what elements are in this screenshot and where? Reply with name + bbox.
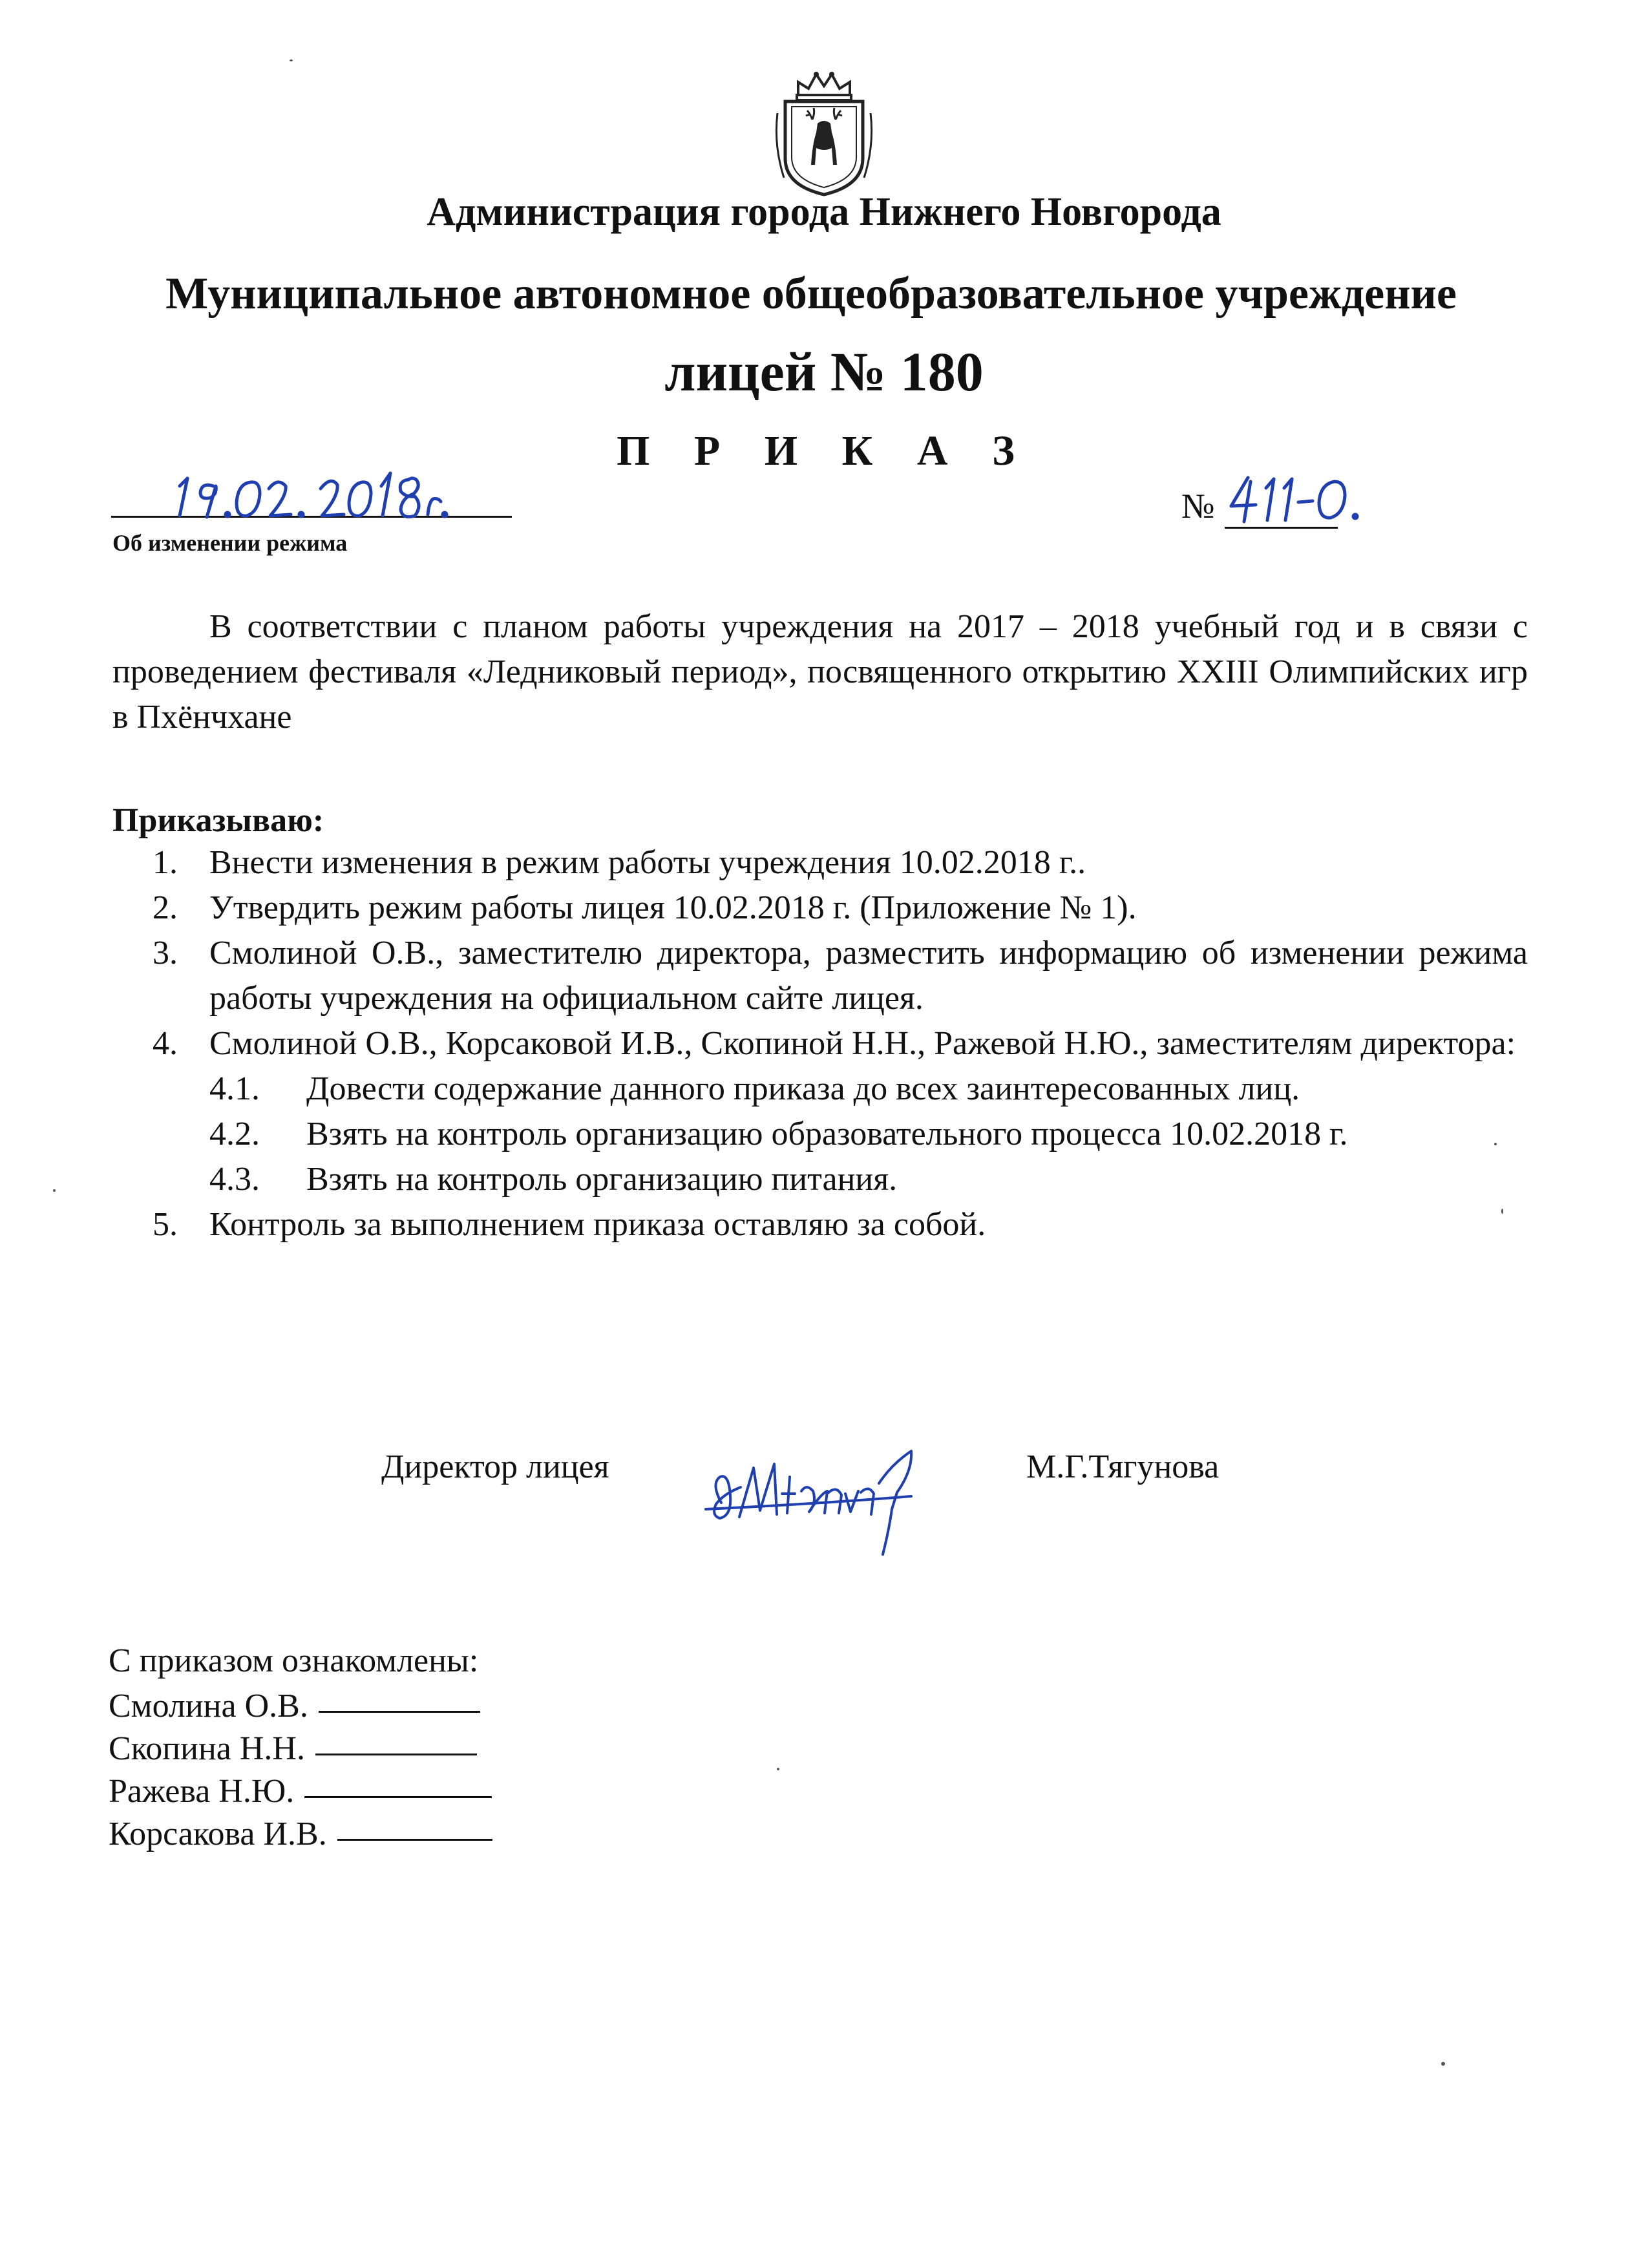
document-type-title: П Р И К А З — [617, 427, 1031, 474]
item-text: Утвердить режим работы лицея 10.02.2018 г. (Приложение № 1). — [209, 889, 1137, 926]
list-item — [112, 885, 1528, 931]
scan-speck — [53, 1189, 56, 1192]
orders-list — [112, 840, 1528, 1247]
director-signature — [698, 1432, 969, 1567]
handwritten-number — [1218, 462, 1380, 527]
list-item — [112, 840, 1528, 885]
sub-list-item — [112, 1112, 1528, 1157]
signature-line — [315, 1754, 477, 1755]
sub-item-text: Взять на контроль организацию питания. — [306, 1161, 898, 1198]
sub-item-text: Взять на контроль организацию образовательного процесса 10.02.2018 г. — [306, 1116, 1348, 1152]
item-text: Смолиной О.В., заместителю директора, разместить информацию об изменении режима работы учреждения на официальном сайте лицея. — [209, 935, 1528, 1017]
sub-item-number: 4.1. — [209, 1070, 260, 1107]
acknowledger-name: Корсакова И.В. — [109, 1816, 327, 1852]
list-item — [112, 931, 1528, 1021]
administration-title: Администрация города Нижнего Новгорода — [427, 190, 1221, 234]
scan-speck — [1441, 2062, 1445, 2066]
item-number: 2. — [153, 889, 178, 926]
number-sign: № — [1181, 487, 1215, 525]
acknowledgement-heading: С приказом ознакомлены: — [109, 1642, 479, 1679]
scan-speck — [1501, 1209, 1503, 1214]
orders-heading: Приказываю: — [112, 802, 324, 839]
item-number: 1. — [153, 844, 178, 881]
acknowledger-name: Ражева Н.Ю. — [109, 1773, 295, 1810]
list-item — [112, 1021, 1528, 1066]
list-item — [109, 1728, 492, 1770]
organization-title: Муниципальное автономное общеобразовательное учреждение — [165, 269, 1457, 319]
item-text: Контроль за выполнением приказа оставляю за собой. — [209, 1206, 986, 1243]
acknowledger-name: Смолина О.В. — [109, 1688, 308, 1724]
list-item — [109, 1813, 492, 1856]
sub-item-number: 4.3. — [209, 1161, 260, 1198]
scan-speck — [290, 59, 293, 61]
director-title: Директор лицея — [381, 1448, 609, 1485]
sub-item-text: Довести содержание данного приказа до всех заинтересованных лиц. — [306, 1070, 1300, 1107]
list-item — [109, 1685, 492, 1728]
sub-item-number: 4.2. — [209, 1116, 260, 1152]
item-number: 3. — [153, 935, 178, 971]
list-item — [109, 1770, 492, 1813]
coat-of-arms-icon — [772, 68, 876, 197]
director-name: М.Г.Тягунова — [1026, 1448, 1220, 1485]
lyceum-title: лицей № 180 — [664, 341, 984, 403]
item-text: Смолиной О.В., Корсаковой И.В., Скопиной Н.Н., Ражевой Н.Ю., заместителям директора: — [209, 1025, 1516, 1062]
signature-line — [319, 1711, 480, 1713]
scan-speck — [777, 1768, 779, 1770]
list-item — [112, 1202, 1528, 1247]
intro-paragraph: В соответствии с планом работы учреждения на 2017 – 2018 учебный год и в связи с проведением фестиваля «Ледниковый период», посвященного открытию XXIII Олимпийских игр в Пхёнчхане — [112, 608, 1528, 736]
acknowledgement-list — [109, 1685, 492, 1856]
sub-list-item — [112, 1157, 1528, 1202]
scan-speck — [1494, 1143, 1497, 1145]
item-text: Внести изменения в режим работы учреждения 10.02.2018 г.. — [209, 844, 1086, 881]
sub-list-item — [112, 1066, 1528, 1112]
order-subject: Об изменении режима — [112, 530, 348, 556]
number-underline — [1225, 527, 1338, 529]
signature-line — [337, 1839, 492, 1841]
signature-line — [304, 1796, 492, 1798]
acknowledger-name: Скопина Н.Н. — [109, 1730, 305, 1767]
item-number: 5. — [153, 1206, 178, 1243]
handwritten-date — [168, 460, 504, 525]
item-number: 4. — [153, 1025, 178, 1062]
